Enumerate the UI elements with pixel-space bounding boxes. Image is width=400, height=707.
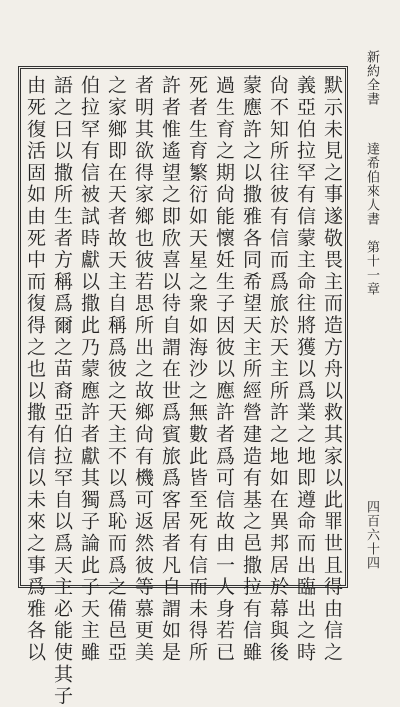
book-title: 新約全書 [364, 50, 379, 106]
text-column-8: 者明其欲得家鄉也彼若思所出之故鄉尙有機可返然彼等慕更美 [132, 75, 154, 664]
text-column-9: 之家鄉即在天者故天主自稱爲彼之天主不以爲恥而爲之備邑亞 [105, 75, 127, 664]
page-number: 四百六十四 [364, 500, 379, 570]
text-column-7: 許者惟遙望之即欣喜以待自謂在世爲賓旅爲客居者凡自謂如是 [159, 75, 181, 664]
text-column-1: 默示未見之事遂敬畏主而造方舟以救其家以此罪世且得由信之 [321, 75, 343, 664]
chapter-reference: 達希伯來人書 第十一章 [364, 142, 379, 296]
text-column-12: 由死復活固如由死中而復得之也以撒有信以未來之事爲雅各以 [24, 75, 46, 664]
text-column-4: 蒙應許之以撒雅各同希望天主所經營建造有基之邑撒拉有信雖 [240, 75, 262, 664]
text-column-11: 語之曰以撒所生者方稱爲爾之苗裔亞伯拉罕自以爲天主必能使其子 [51, 75, 73, 707]
text-column-6: 死者生育繁衍如天星之衆如海沙之無數此皆至死有信而未得所 [186, 75, 208, 664]
text-column-10: 伯拉罕有信被試時獻以撒此乃蒙應許者獻其獨子論此子天主雖 [78, 75, 100, 664]
page-header [356, 50, 378, 580]
text-column-3: 尙不知所往彼有信而爲旅於天主所許之地如在異邦居於幕與後 [267, 75, 289, 664]
text-column-2: 義亞伯拉罕有信蒙主命往將獲以爲業之地即遵命而出臨出之時 [294, 75, 316, 664]
text-column-5: 過生育之期尙能懷妊生子因彼以應許者爲可信故由一人身若已 [213, 75, 235, 664]
text-frame [18, 66, 348, 707]
